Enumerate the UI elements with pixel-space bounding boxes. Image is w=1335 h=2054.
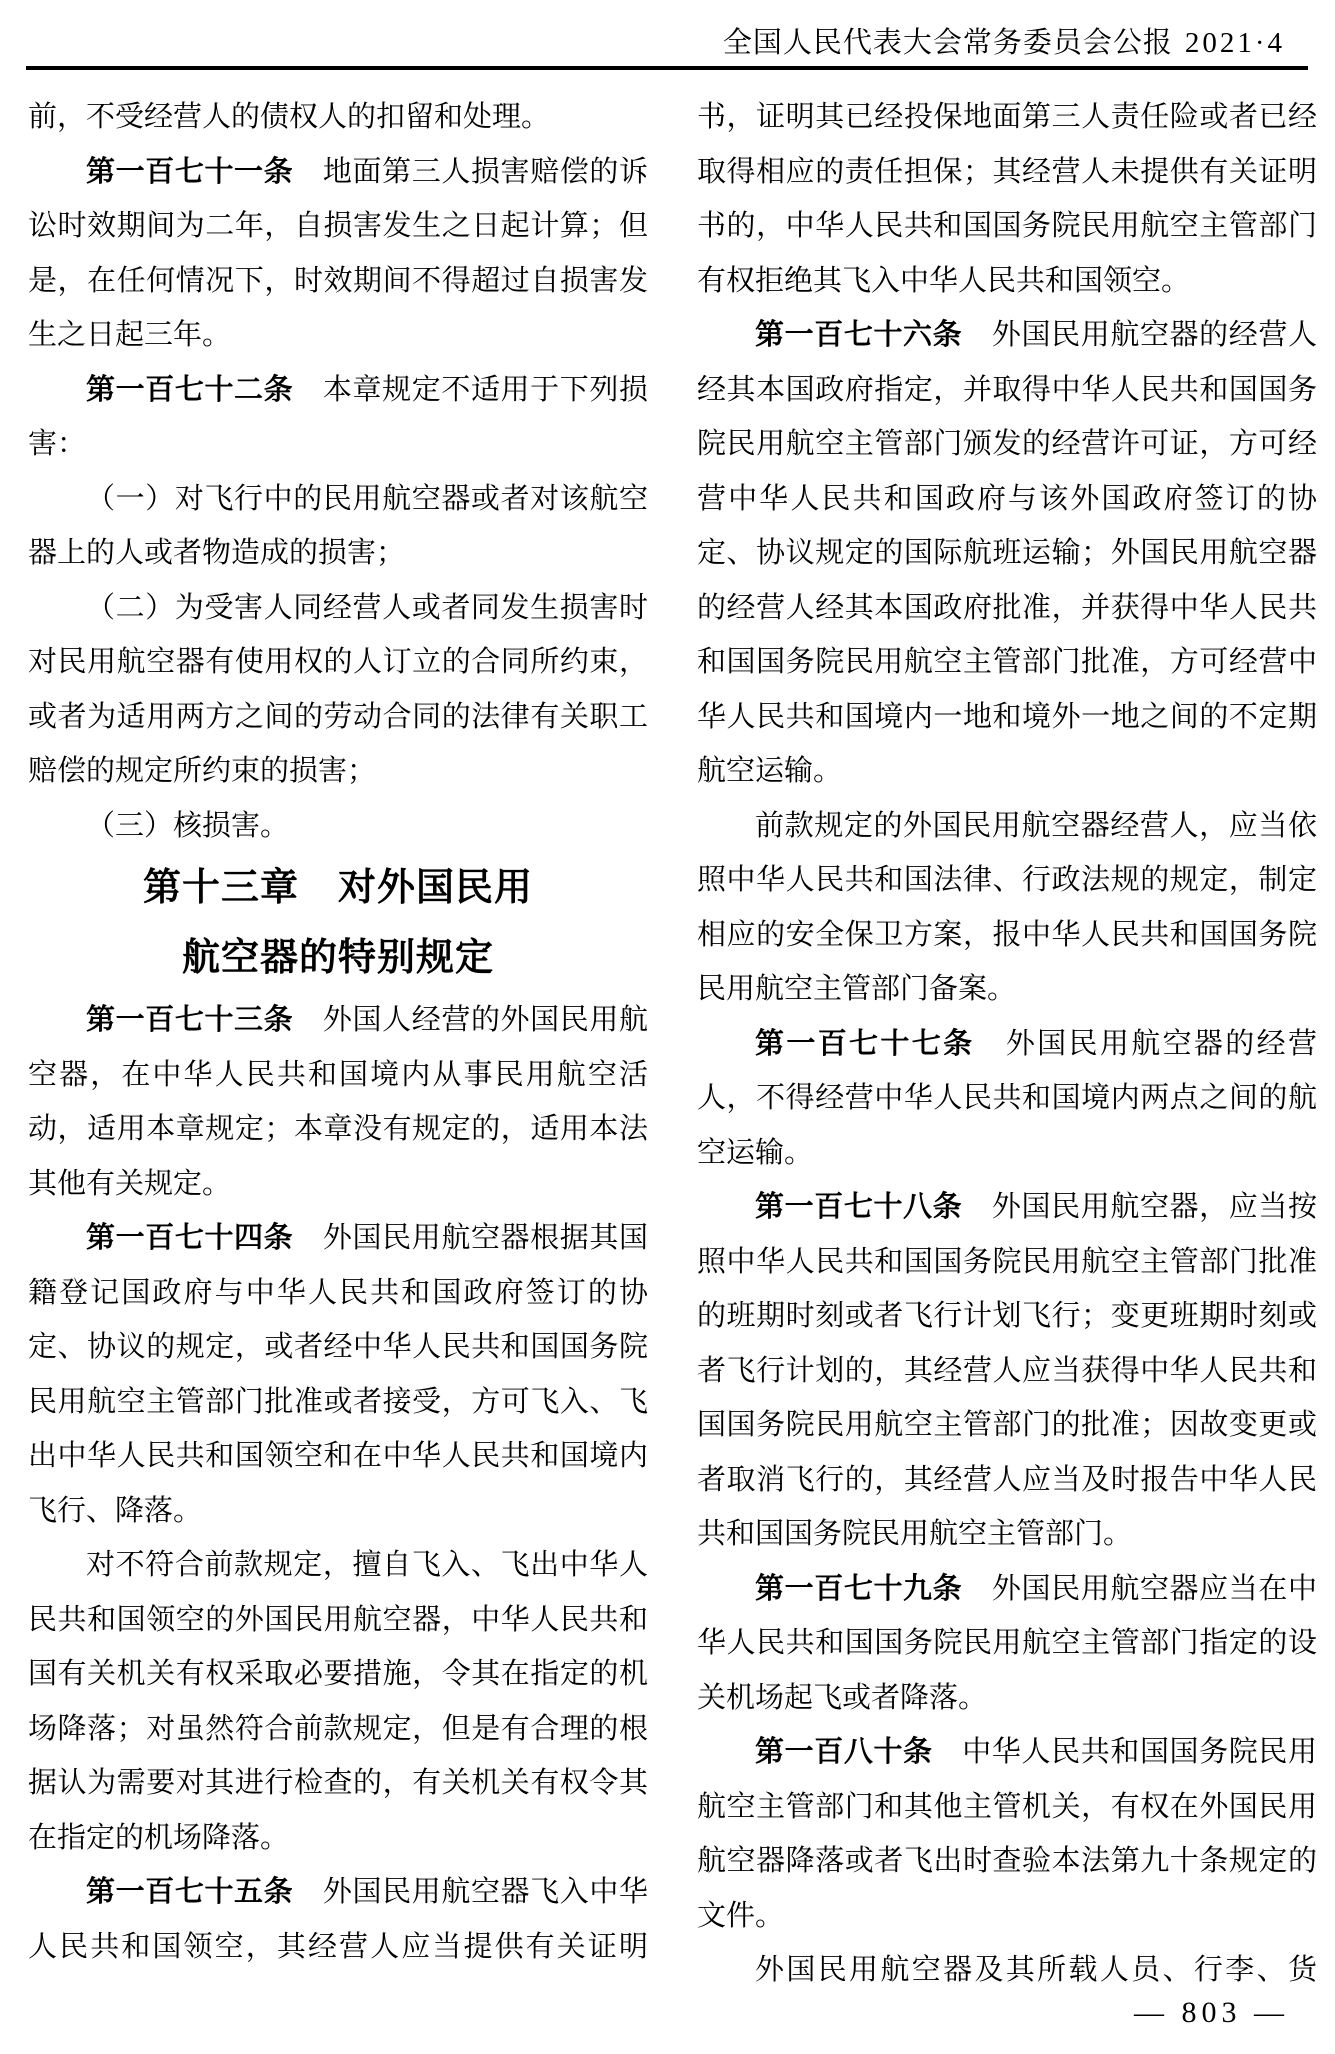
text-line: 外国民用航空器及其所载人员、行李、货 — [755, 1954, 1317, 1986]
chapter-heading-line: 第十三章 对外国民用 — [142, 867, 533, 909]
text-line: 在指定的机场降落。 — [28, 1821, 290, 1854]
text-line: 人民共和国领空，其经营人应当提供有关证明 — [28, 1930, 648, 1963]
text-line: 相应的安全保卫方案，报中华人民共和国国务院 — [697, 918, 1317, 951]
text-line: 航空器降落或者飞出时查验本法第九十条规定的 — [697, 1845, 1317, 1877]
text-line: 定、协议的规定，或者经中华人民共和国国务院 — [28, 1331, 648, 1363]
text-line: 有权拒绝其飞入中华人民共和国领空。 — [697, 264, 1191, 297]
article-number: 第一百七十七条 — [755, 1027, 975, 1060]
text-line: 民用航空主管部门批准或者接受，方可飞入、飞 — [28, 1385, 648, 1418]
text-line: 华人民共和国境内一地和境外一地之间的不定期 — [697, 700, 1317, 733]
text-line: 籍登记国政府与中华人民共和国政府签订的协 — [28, 1276, 648, 1309]
text-line: （一）对飞行中的民用航空器或者对该航空 — [86, 482, 648, 515]
article-number: 第一百七十八条 — [755, 1191, 963, 1223]
text-line: 者飞行计划的，其经营人应当获得中华人民共和 — [697, 1354, 1317, 1387]
header-divider — [26, 66, 1308, 70]
text-line: 民共和国领空的外国民用航空器，中华人民共和 — [28, 1603, 648, 1636]
article-line: 第一百七十一条 地面第三人损害赔偿的诉 — [86, 155, 648, 188]
article-line: 第一百七十三条 外国人经营的外国民用航 — [86, 1004, 648, 1036]
text-line: 国有关机关有权采取必要措施，令其在指定的机 — [28, 1658, 648, 1690]
text-line: 定、协议规定的国际航班运输；外国民用航空器 — [697, 537, 1317, 569]
page-number: — 803 — — [1134, 1996, 1289, 2029]
text-line: 营中华人民共和国政府与该外国政府签订的协 — [697, 482, 1317, 515]
text-line: （二）为受害人同经营人或者同发生损害时 — [86, 591, 648, 624]
text-line: 关机场起飞或者降落。 — [697, 1681, 988, 1714]
text-line: 或者为适用两方之间的劳动合同的法律有关职工 — [28, 700, 648, 733]
text-line: 器上的人或者物造成的损害； — [28, 537, 406, 569]
text-line: 的经营人经其本国政府批准，并获得中华人民共 — [697, 591, 1317, 624]
text-line: 华人民共和国国务院民用航空主管部门指定的设 — [697, 1627, 1317, 1659]
text-line: 文件。 — [697, 1899, 785, 1932]
text-line: 共和国国务院民用航空主管部门。 — [697, 1518, 1133, 1550]
text-line: 飞行、降落。 — [28, 1494, 203, 1527]
article-line: 第一百七十七条 外国民用航空器的经营 — [755, 1027, 1317, 1060]
text-line: 生之日起三年。 — [28, 319, 232, 351]
text-line: 经其本国政府指定，并取得中华人民共和国国务 — [697, 373, 1317, 406]
article-line: 第一百七十四条 外国民用航空器根据其国 — [86, 1222, 648, 1254]
article-line: 第一百七十六条 外国民用航空器的经营人 — [755, 319, 1317, 351]
text-line: 其他有关规定。 — [28, 1167, 232, 1200]
article-number: 第一百七十九条 — [755, 1572, 963, 1605]
article-line: 第一百七十二条 本章规定不适用于下列损 — [86, 373, 648, 406]
text-line: 的班期时刻或者飞行计划飞行；变更班期时刻或 — [697, 1300, 1317, 1332]
text-line: 书，证明其已经投保地面第三人责任险或者已经 — [697, 101, 1317, 133]
article-number: 第一百七十三条 — [86, 1004, 294, 1036]
article-number: 第一百七十二条 — [86, 373, 294, 406]
article-number: 第一百七十五条 — [86, 1876, 294, 1908]
article-number: 第一百七十六条 — [755, 319, 963, 351]
article-line: 第一百七十九条 外国民用航空器应当在中 — [755, 1572, 1317, 1605]
article-number: 第一百七十一条 — [86, 155, 294, 188]
text-line: 出中华人民共和国领空和在中华人民共和国境内 — [28, 1440, 648, 1472]
bulletin-header — [723, 20, 1285, 61]
text-line: 国国务院民用航空主管部门的批准；因故变更或 — [697, 1409, 1317, 1441]
text-line: 民用航空主管部门备案。 — [697, 973, 1017, 1005]
text-line: 场降落；对虽然符合前款规定，但是有合理的根 — [28, 1712, 648, 1745]
text-line: 书的，中华人民共和国国务院民用航空主管部门 — [697, 210, 1317, 242]
chapter-heading-line: 航空器的特别规定 — [181, 937, 494, 979]
text-line: 人，不得经营中华人民共和国境内两点之间的航 — [697, 1082, 1317, 1114]
text-line: （三）核损害。 — [86, 809, 290, 842]
text-line: 照中华人民共和国国务院民用航空主管部门批准 — [697, 1245, 1317, 1278]
text-line: 对不符合前款规定，擅自飞入、飞出中华人 — [86, 1549, 648, 1581]
bulletin-title: 全国人民代表大会常务委员会公报 — [722, 27, 1173, 59]
text-line: 害： — [28, 428, 87, 460]
text-line: 据认为需要对其进行检查的，有关机关有权令其 — [28, 1767, 648, 1799]
text-line: 航空主管部门和其他主管机关，有权在外国民用 — [697, 1790, 1317, 1823]
text-line: 动，适用本章规定；本章没有规定的，适用本法 — [28, 1113, 648, 1145]
text-line: 空运输。 — [697, 1136, 814, 1169]
text-line: 赔偿的规定所约束的损害； — [28, 755, 377, 787]
text-line: 对民用航空器有使用权的人订立的合同所约束， — [28, 646, 648, 678]
article-line: 第一百七十五条 外国民用航空器飞入中华 — [86, 1876, 648, 1908]
article-number: 第一百八十条 — [755, 1736, 933, 1768]
text-line: 取得相应的责任担保；其经营人未提供有关证明 — [697, 155, 1317, 188]
text-line: 前款规定的外国民用航空器经营人，应当依 — [755, 809, 1317, 842]
bulletin-issue: 2021·4 — [1184, 27, 1285, 59]
text-line: 是，在任何情况下，时效期间不得超过自损害发 — [28, 264, 648, 297]
text-line: 讼时效期间为二年，自损害发生之日起计算；但 — [28, 210, 648, 242]
right-text-column — [697, 90, 1317, 1998]
text-line: 前，不受经营人的债权人的扣留和处理。 — [28, 101, 551, 133]
text-line: 照中华人民共和国法律、行政法规的规定，制定 — [697, 864, 1317, 896]
text-line: 航空运输。 — [697, 755, 843, 787]
text-line: 和国国务院民用航空主管部门批准，方可经营中 — [697, 646, 1317, 678]
left-text-column — [28, 90, 648, 1974]
article-line: 第一百七十八条 外国民用航空器，应当按 — [755, 1191, 1317, 1223]
article-line: 第一百八十条 中华人民共和国国务院民用 — [755, 1736, 1317, 1768]
text-line: 者取消飞行的，其经营人应当及时报告中华人民 — [697, 1463, 1317, 1496]
text-line: 院民用航空主管部门颁发的经营许可证，方可经 — [697, 428, 1317, 460]
text-line: 空器，在中华人民共和国境内从事民用航空活 — [28, 1058, 648, 1091]
article-number: 第一百七十四条 — [86, 1222, 294, 1254]
